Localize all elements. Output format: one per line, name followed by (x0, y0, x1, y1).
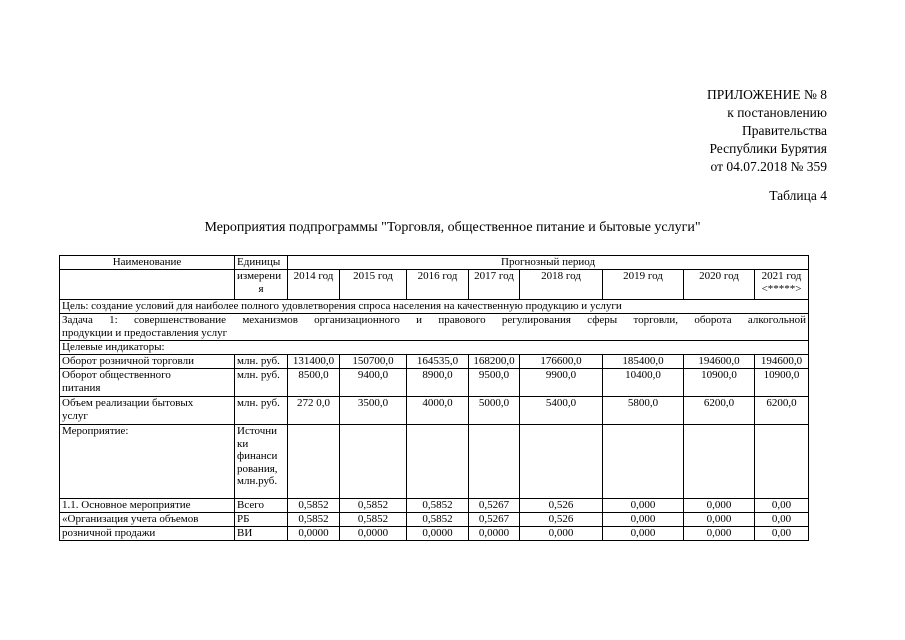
activity-name-line: «Организация учета объемов (60, 513, 235, 527)
appendix-resolution: к постановлению (727, 105, 827, 120)
indicator-value: 194600,0 (684, 355, 755, 369)
measures-table (59, 255, 809, 541)
indicator-value: 131400,0 (288, 355, 340, 369)
activity-source: РБ (235, 513, 288, 527)
goal-row (60, 300, 809, 314)
header-year: 2019 год (603, 270, 684, 300)
header-year: 2018 год (520, 270, 603, 300)
indicator-name: Оборот общественного питания (60, 369, 235, 397)
indicator-value: 5000,0 (469, 397, 520, 425)
activity-value: 0,5852 (340, 499, 407, 513)
header-year: 2017 год (469, 270, 520, 300)
activity-value: 0,5852 (288, 513, 340, 527)
activity-value: 0,0000 (469, 527, 520, 541)
activity-value: 0,526 (520, 499, 603, 513)
activity-value: 0,000 (603, 527, 684, 541)
header-forecast: Прогнозный период (288, 256, 809, 270)
measure-label: Мероприятие: (60, 425, 235, 499)
activity-value: 0,00 (755, 527, 809, 541)
indicator-value: 9900,0 (520, 369, 603, 397)
indicator-value: 176600,0 (520, 355, 603, 369)
table-row (60, 513, 809, 527)
indicator-unit: млн. руб. (235, 397, 288, 425)
goal-text: Цель: создание условий для наиболее полного удовлетворения спроса населения на качественную продукцию и услуги (60, 300, 809, 314)
header-year: 2020 год (684, 270, 755, 300)
header-years-row (60, 270, 809, 300)
table-row (60, 355, 809, 369)
financing-sources: Источни ки финанси рования, млн.руб. (235, 425, 288, 499)
activity-source: ВИ (235, 527, 288, 541)
indicator-value: 272 0,0 (288, 397, 340, 425)
table-row (60, 369, 809, 397)
header-year: 2016 год (407, 270, 469, 300)
activity-value: 0,000 (684, 527, 755, 541)
indicator-value: 10900,0 (755, 369, 809, 397)
activity-value: 0,5852 (407, 499, 469, 513)
header-note: <*****> (761, 282, 802, 295)
activity-value: 0,526 (520, 513, 603, 527)
measure-row (60, 425, 809, 499)
activity-value: 0,5852 (407, 513, 469, 527)
document-title: Мероприятия подпрограммы "Торговля, общественное питание и бытовые услуги" (204, 220, 701, 235)
activity-value: 0,000 (520, 527, 603, 541)
appendix-government: Правительства (742, 123, 827, 138)
activity-value: 0,000 (684, 513, 755, 527)
activity-value: 0,5267 (469, 499, 520, 513)
indicator-value: 6200,0 (755, 397, 809, 425)
header-year: 2014 год (288, 270, 340, 300)
indicators-label: Целевые индикаторы: (60, 341, 809, 355)
table-row (60, 397, 809, 425)
activity-value: 0,0000 (288, 527, 340, 541)
activity-value: 0,000 (603, 513, 684, 527)
activity-name-line: розничной продажи (60, 527, 235, 541)
indicator-unit: млн. руб. (235, 369, 288, 397)
indicator-value: 150700,0 (340, 355, 407, 369)
indicator-value: 3500,0 (340, 397, 407, 425)
header-name: Наименование (60, 256, 235, 270)
appendix-header (707, 86, 827, 176)
activity-value: 0,5852 (340, 513, 407, 527)
indicator-value: 9400,0 (340, 369, 407, 397)
task-row (60, 314, 809, 341)
appendix-number: ПРИЛОЖЕНИЕ № 8 (706, 87, 827, 102)
header-year: 2015 год (340, 270, 407, 300)
indicator-value: 5400,0 (520, 397, 603, 425)
activity-value: 0,5852 (288, 499, 340, 513)
table-label: Таблица 4 (769, 188, 827, 203)
table-row (60, 499, 809, 513)
header-units-cont: измерени я (235, 270, 288, 300)
task-text: Задача 1: совершенствование механизмов организационного и правового регулирования сферы торговли, оборота алкогольной продукции и предоставления услуг (60, 314, 809, 341)
indicator-value: 194600,0 (755, 355, 809, 369)
indicator-value: 10900,0 (684, 369, 755, 397)
indicator-value: 9500,0 (469, 369, 520, 397)
indicator-name: Оборот розничной торговли (60, 355, 235, 369)
activity-value: 0,5267 (469, 513, 520, 527)
indicator-value: 6200,0 (684, 397, 755, 425)
indicator-value: 8900,0 (407, 369, 469, 397)
indicator-value: 10400,0 (603, 369, 684, 397)
activity-value: 0,00 (755, 499, 809, 513)
indicator-value: 164535,0 (407, 355, 469, 369)
appendix-date: от 04.07.2018 № 359 (710, 159, 827, 174)
activity-value: 0,000 (684, 499, 755, 513)
indicators-label-row (60, 341, 809, 355)
activity-value: 0,000 (603, 499, 684, 513)
activity-value: 0,0000 (407, 527, 469, 541)
table-row (60, 527, 809, 541)
indicator-name: Объем реализации бытовых услуг (60, 397, 235, 425)
indicator-value: 185400,0 (603, 355, 684, 369)
activity-name-line: 1.1. Основное мероприятие (60, 499, 235, 513)
header-units-top: Единицы (235, 256, 288, 270)
activity-source: Всего (235, 499, 288, 513)
appendix-republic: Республики Бурятия (709, 141, 827, 156)
activity-value: 0,00 (755, 513, 809, 527)
indicator-value: 8500,0 (288, 369, 340, 397)
indicator-unit: млн. руб. (235, 355, 288, 369)
indicator-value: 5800,0 (603, 397, 684, 425)
header-year-2021: 2021 год <*****> (755, 270, 809, 300)
indicator-value: 4000,0 (407, 397, 469, 425)
header-row (60, 256, 809, 270)
indicator-value: 168200,0 (469, 355, 520, 369)
activity-value: 0,0000 (340, 527, 407, 541)
